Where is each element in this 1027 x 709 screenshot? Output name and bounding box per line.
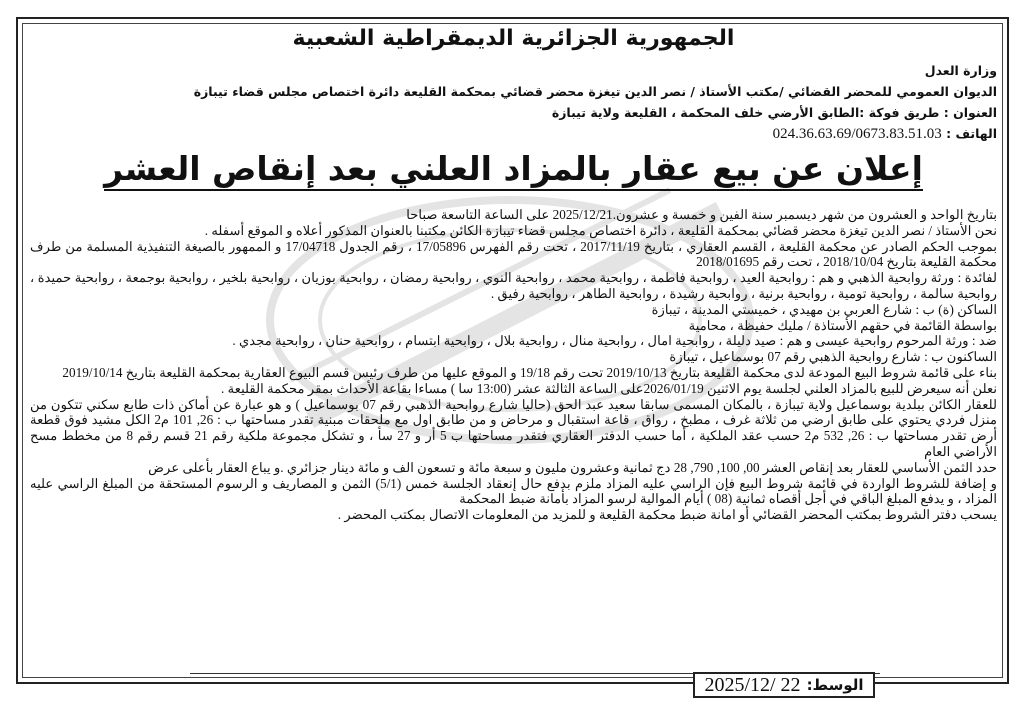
body-paragraph-contact: يسحب دفتر الشروط بمكتب المحضر القضائي أو امانة ضبط محكمة القليعة و للمزيد من المعلومات الاتصال بمكتب المحضر .	[337, 507, 997, 523]
wasat-label: الوسط:	[806, 676, 864, 694]
body-paragraph-bailiff: نحن الأستاذ / نصر الدين تيغزة محضر قضائي بمحكمة القليعة ، دائرة اختصاص مجلس قضاء تيبازة الكائن مكتبنا بالعنوان المذكور أعلاه و الموقع أسفله .	[204, 222, 997, 238]
notice-body	[30, 207, 997, 523]
phone-label: الهاتف :	[946, 126, 997, 141]
body-paragraph-conditions: بناء على قائمة شروط البيع المودعة لدى محكمة القليعة بتاريخ 2019/10/13 تحت رقم 19/18 و الموقع عليها من طرف رئيس قسم البيوع العقارية بمحكمة القليعة بتاريخ 2019/10/14	[62, 364, 997, 380]
notice-title	[40, 147, 987, 191]
body-paragraph-defendants: ضد : ورثة المرحوم روابحية عيسى و هم : صيد دليلة ، روابحية امال ، روابحية منال ، روابحية بلال ، روابحية ابتسام ، روابحية حنان ، روابحية مجدي .	[232, 333, 997, 349]
body-paragraph-residence: الساكن (ة) ب : شارع العربي بن مهيدي ، خميستي المدينة ، تيبازة	[651, 301, 997, 317]
body-paragraph-auction-date: نعلن أنه سيعرض للبيع بالمزاد العلني لجلسة يوم الاثنين 2026/01/19على الساعة الثالثة عشر (13:00 سا ) مساءا بقاعة الأحداث بمقر محكمة القليعة .	[221, 380, 997, 396]
phone-value: 024.36.63.69/0673.83.51.03	[772, 126, 942, 142]
republic-title: الجمهورية الجزائرية الديمقراطية الشعبية	[292, 26, 735, 51]
body-paragraph-beneficiaries: لفائدة : ورثة روابحية الذهبي و هم : روابحية العيد ، روابحية فاطمة ، روابحية محمد ، روابحية النوي ، روابحية رمضان ، روابحية بوزيان ، روابحية بلخير ، روابحية بوجمعة ، روابحية حميدة ، روابحية سالمة ، روابحية تومية ، روابحية برنية ، روابحية رشيدة ، روابحية الطاهر ، روابحية رفيق .	[30, 270, 997, 301]
body-paragraph-price: حدد الثمن الأساسي للعقار بعد إنقاص العشر 00, 100, 790, 28 دج ثمانية وعشرون مليون و سبعة مائة و تسعون الف و مائة دينار جزائري .و يباع العقار بأعلى عرض	[148, 459, 997, 475]
publication-date-tag	[693, 672, 875, 698]
body-paragraph-property: للعقار الكائن ببلدية بوسماعيل ولاية تيبازة ، بالمكان المسمى سابقا سعيد عبد الحق (حاليا شارع روابحية الذهبي رقم 07 بوسماعيل ) و هو عبارة عن أماكن ذات طابع سكني تتكون من منزل فردي يحتوي على طابق ارضي من ثلاثة غرف ، مطبخ ، رواق ، قاعة استقبال و مرحاض و من طابق اول مع ملحقات مبنية تقدر مساحتها ب : 26, 101 م2 الكل مشيد فوق قطعة أرض تقدر مساحتها ب : 26, 532 م2 حسب عقد الملكية ، أما حسب الدفتر العقاري فتقدر مساحتها ب 5 أر و 27 سأ ، و تشكل مجموعة ملكية رقم 21 قسم رقم 8 من مخطط مسح الأراضي العام	[30, 396, 998, 459]
notice-title-text: إعلان عن بيع عقار بالمزاد العلني بعد إنقاص العشر	[104, 149, 923, 191]
body-paragraph-judgment: بموجب الحكم الصادر عن محكمة القليعة ، القسم العقاري ، بتاريخ 2017/11/19 ، تحت رقم الفهرس 17/05896 ، رقم الجدول 17/04718 و الممهور بالصيغة التنفيذية المسلمة من طرف محكمة القليعة بتاريخ 2018/10/04 ، تحت رقم 2018/01695	[30, 238, 997, 270]
publication-date: 2025/12/ 22	[704, 673, 801, 696]
body-paragraph-defendants-residence: الساكنون ب : شارع روابحية الذهبي رقم 07 بوسماعيل ، تيبازة	[669, 349, 997, 365]
body-paragraph-lawyer: بواسطة القائمة في حقهم الأستاذة / مليك حفيظة ، محامية	[688, 317, 997, 333]
ministry-line: وزارة العدل	[924, 63, 997, 78]
address-line: العنوان : طريق فوكة :الطابق الأرضي خلف المحكمة ، القليعة ولاية تيبازة	[551, 105, 997, 120]
body-paragraph-date: بتاريخ الواحد و العشرون من شهر ديسمبر سنة الفين و خمسة و عشرون.2025/12/21 على الساعة التاسعة صباحا	[406, 207, 997, 222]
office-line: الديوان العمومي للمحضر القضائي /مكتب الأستاذ / نصر الدين تيغزة محضر قضائي بمحكمة القليعة دائرة اختصاص مجلس قضاء تيبازة	[193, 84, 997, 99]
body-paragraph-payment: و إضافة للشروط الواردة في قائمة شروط البيع فإن الراسي عليه المزاد ملزم بدفع حال إنعقاد الجلسة خمس (5/1) الثمن و المصاريف و الرسوم المستحقة من المبلغ الراسي عليه المزاد ، و يدفع المبلغ الباقي في أجل أقصاه ثمانية (08 ) أيام الموالية لرسو المزاد بأمانة ضبط المحكمة	[30, 475, 997, 507]
phone-line	[30, 125, 997, 143]
